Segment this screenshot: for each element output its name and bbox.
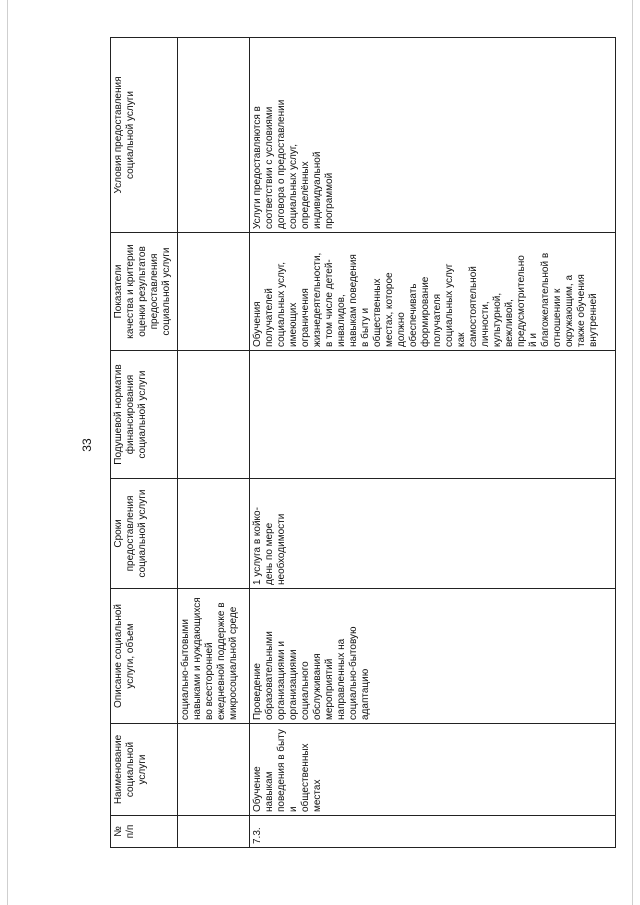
header-terms: Сроки предоставления социальной услуги [111, 479, 178, 589]
header-norm: Подушевой норматив финансирования социальной услуги [111, 351, 178, 479]
page-number: 33 [80, 438, 94, 452]
cell-terms: 1 услуга в койко- день по мере необходимости [250, 479, 616, 589]
cell-quality: Обучения получателей социальных услуг, имеющих ограничения жизнедеятельности, в том числе детей- инвалидов, навыкам поведения в быту и общественных местах, которое должно обеспечивать формирование получателя социальных услуг как самостоятельной личности, культурной, вежливой, предусмотрительно й и благожелательной в отношении к окружающим, а также обучения внутренней [250, 233, 616, 351]
cell-conditions [178, 38, 250, 233]
header-description: Описание социальной услуги, объем [111, 589, 178, 724]
table-row [250, 38, 616, 848]
cell-quality [178, 233, 250, 351]
cell-num [178, 816, 250, 848]
table-row [178, 38, 250, 848]
rotated-table-container [110, 38, 616, 848]
header-quality: Показатели качества и критерии оценки результатов предоставления социальной услуги [111, 233, 178, 351]
cell-norm [250, 351, 616, 479]
cell-description: Проведение образовательными организациями и организациями социального обслуживания мероприятий направленных на социально-бытовую адаптацию [250, 589, 616, 724]
page-edge-left [7, 0, 8, 905]
table-header-row [111, 38, 178, 848]
cell-name [178, 724, 250, 816]
cell-name: Обучение навыкам поведения в быту и общественных местах [250, 724, 616, 816]
cell-description: социально-бытовыми навыками и нуждающихся во всесторонней ежедневной поддержке в микросоциальной среде [178, 589, 250, 724]
cell-terms [178, 479, 250, 589]
cell-conditions: Услуги предоставляются в соответствии с условиями договора о предоставлении социальных услуг, определённых индивидуальной программой [250, 38, 616, 233]
cell-num: 7.3. [250, 816, 616, 848]
cell-norm [178, 351, 250, 479]
services-table [110, 37, 616, 848]
header-name: Наименование социальной услуги [111, 724, 178, 816]
header-conditions: Условия предоставления социальной услуги [111, 38, 178, 233]
page-edge-right [632, 0, 633, 905]
header-num: № п/п [111, 816, 178, 848]
